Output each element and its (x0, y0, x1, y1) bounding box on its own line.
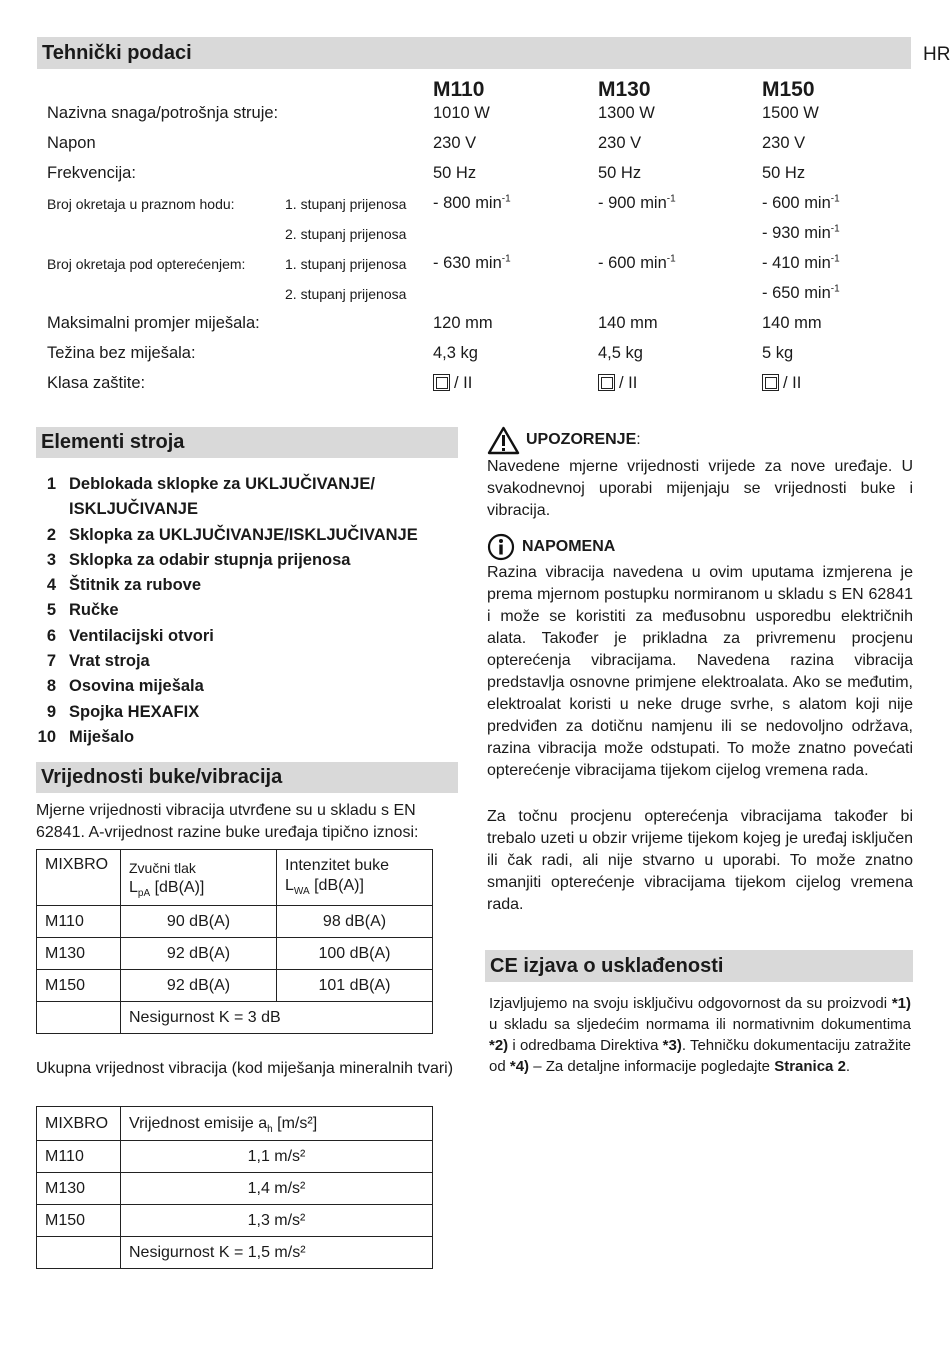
protection-class-icon (433, 374, 450, 391)
note-paragraph-1: Razina vibracija navedena u ovim uputama izmjerena je prema mjernom postupku normiranom u skladu s EN 62841 i može se koristiti za međusobnu usporedbu električnih alata. Također je prikladna za privremenu procjenu opterećenja vibracijama. Navedena razina vibracija predstavlja osnovne primjene elektroalata. Ako se međutim, elektroalat koristi u neke druge svrhe, s alatom koji nije predviđen za dotičnu namjenu ili se nedovoljno održava, razina vibracija može odstupati. To može znatno povećati opterećenje vibracijama tijekom cijelog vremena rada. (487, 564, 913, 779)
spec-value (762, 134, 805, 153)
table-row (37, 850, 433, 906)
table-cell: 92 dB(A) (121, 938, 277, 970)
table-header-cell (121, 1107, 433, 1141)
table-cell: M150 (37, 970, 121, 1002)
ce-heading (485, 950, 913, 982)
spec-value (762, 224, 840, 243)
spec-value-text: - 630 min (433, 254, 502, 272)
ce-text-part: Izjavljujemo na svoju isključivu odgovornost da su proizvodi (489, 995, 892, 1012)
spec-value (762, 284, 840, 303)
list-item (36, 624, 456, 649)
spec-value-text: 140 mm (762, 314, 822, 332)
table-cell: 90 dB(A) (121, 906, 277, 938)
spec-value (433, 254, 511, 273)
spec-value (598, 104, 655, 123)
spec-value-text: 1010 W (433, 104, 490, 122)
table-row (37, 906, 433, 938)
ce-text-part: i odredbama Direktiva (508, 1037, 663, 1054)
spec-value-text: - 410 min (762, 254, 831, 272)
elements-list (36, 472, 456, 750)
item-text: Štitnik za rubove (69, 576, 202, 595)
item-number: 10 (37, 727, 56, 746)
spec-row (47, 284, 877, 314)
spec-value (433, 164, 476, 183)
list-item (36, 523, 456, 548)
spec-value-text: - 600 min (598, 254, 667, 272)
spec-label: Težina bez miješala: (47, 344, 196, 362)
item-number: 5 (46, 601, 56, 620)
unit-superscript: -1 (830, 193, 840, 205)
spec-value (762, 344, 793, 363)
ce-text (489, 993, 911, 1077)
table-cell (37, 1002, 121, 1034)
spec-value (433, 374, 472, 393)
spec-value (598, 134, 641, 153)
table-header-cell: MIXBRO (37, 1107, 121, 1141)
spec-value (433, 314, 493, 333)
spec-value-text: - 650 min (762, 284, 831, 302)
item-text: Spojka HEXAFIX (69, 702, 200, 721)
item-number: 8 (46, 677, 56, 696)
spec-value-text: 50 Hz (598, 164, 642, 182)
unit-superscript: -1 (830, 253, 840, 265)
info-icon (487, 533, 515, 561)
table-cell: 100 dB(A) (277, 938, 433, 970)
table-cell: 92 dB(A) (121, 970, 277, 1002)
spec-row (47, 194, 877, 224)
list-item (36, 649, 456, 674)
vibration-table (36, 1106, 433, 1269)
table-cell: 101 dB(A) (277, 970, 433, 1002)
item-number: 7 (46, 652, 56, 671)
item-text: Deblokada sklopke za UKLJUČIVANJE/ ISKLJUČIVANJE (69, 475, 375, 519)
spec-label: Maksimalni promjer miješala: (47, 314, 260, 332)
spec-value-text: 50 Hz (433, 164, 477, 182)
spec-value-text: 230 V (598, 134, 642, 152)
table-cell: M130 (37, 938, 121, 970)
warning-triangle-icon (487, 426, 520, 455)
spec-sublabel: 2. stupanj prijenosa (285, 226, 407, 242)
table-cell: 98 dB(A) (277, 906, 433, 938)
item-number: 9 (46, 702, 56, 721)
spec-sublabel: 1. stupanj prijenosa (285, 256, 407, 272)
lwa-symbol: L (285, 877, 294, 894)
table-row (37, 1173, 433, 1205)
ce-page-ref: Stranica 2 (774, 1058, 846, 1075)
spec-value (598, 164, 641, 183)
table-cell: 1,1 m/s² (121, 1141, 433, 1173)
table-header-cell: MIXBRO (37, 850, 121, 906)
spec-value-text: / II (783, 374, 802, 392)
table-row (37, 1002, 433, 1034)
noise-title: Vrijednosti buke/vibracija (41, 766, 283, 788)
spec-row (47, 164, 877, 194)
table-cell: M130 (37, 1173, 121, 1205)
lpa-unit: [dB(A)] (150, 879, 205, 896)
spec-value-text: - 900 min (598, 194, 667, 212)
spec-value (433, 344, 478, 363)
warning-heading (487, 424, 641, 456)
noise-table (36, 849, 433, 1034)
spec-label: Napon (47, 134, 96, 152)
spec-value-text: 5 kg (762, 344, 794, 362)
table-cell: 1,4 m/s² (121, 1173, 433, 1205)
table-cell: 1,3 m/s² (121, 1205, 433, 1237)
unit-superscript: -1 (666, 193, 676, 205)
list-item (36, 725, 456, 750)
spec-row (47, 344, 877, 374)
table-header-cell (121, 850, 277, 906)
spec-label: Klasa zaštite: (47, 374, 146, 392)
list-item (36, 548, 456, 573)
table-header-cell (277, 850, 433, 906)
protection-class-icon (762, 374, 779, 391)
spec-value-text: 4,3 kg (433, 344, 478, 362)
unit-superscript: -1 (830, 283, 840, 295)
spec-value (598, 344, 643, 363)
table-footer-cell: Nesigurnost K = 1,5 m/s² (121, 1237, 433, 1269)
ce-text-part: . (845, 1058, 851, 1075)
table-row (37, 1141, 433, 1173)
ce-text-part: . Tehničku dokumentaciju zatražite od (489, 1037, 912, 1075)
emission-subscript: h (267, 1123, 273, 1135)
ce-ref: *1) (891, 995, 911, 1012)
spec-row (47, 374, 877, 404)
item-text: Osovina miješala (69, 677, 204, 696)
spec-value (598, 374, 637, 393)
tech-data-title: Tehnički podaci (42, 41, 192, 64)
lpa-subscript: pA (137, 888, 151, 900)
table-cell: M110 (37, 1141, 121, 1173)
spec-row (47, 134, 877, 164)
note-heading (487, 533, 615, 561)
table-cell (37, 1237, 121, 1269)
spec-label: Frekvencija: (47, 164, 136, 182)
elements-title: Elementi stroja (41, 431, 185, 453)
item-text: Sklopka za UKLJUČIVANJE/ISKLJUČIVANJE (69, 525, 418, 544)
spec-row (47, 254, 877, 284)
lwa-subscript: WA (293, 886, 310, 898)
spec-label: Broj okretaja pod opterećenjem: (47, 256, 246, 272)
spec-row (47, 224, 877, 254)
unit-superscript: -1 (501, 253, 511, 265)
language-code: HR (923, 44, 950, 65)
ce-ref: *3) (662, 1037, 682, 1054)
spec-value (762, 164, 805, 183)
spec-value-text: 1300 W (598, 104, 655, 122)
spec-value-text: / II (619, 374, 638, 392)
item-number: 4 (46, 576, 56, 595)
table-row (37, 1205, 433, 1237)
ce-text-part: – Za detaljne informacije pogledajte (529, 1058, 775, 1075)
spec-value (598, 254, 676, 273)
spec-value-text: 230 V (433, 134, 477, 152)
spec-value-text: 4,5 kg (598, 344, 643, 362)
spec-value (433, 194, 511, 213)
item-text: Ručke (69, 601, 119, 620)
spec-value-text: 140 mm (598, 314, 658, 332)
spec-value (433, 104, 490, 123)
item-number: 2 (46, 525, 56, 544)
tech-data-heading (37, 37, 911, 69)
table-row (37, 938, 433, 970)
warning-colon: : (636, 431, 641, 448)
ce-ref: *2) (489, 1037, 509, 1054)
noise-heading (36, 762, 458, 793)
lpa-symbol: L (129, 879, 138, 896)
spec-value (762, 104, 819, 123)
spec-value-text: 120 mm (433, 314, 493, 332)
item-text: Miješalo (69, 727, 135, 746)
item-text: Sklopka za odabir stupnja prijenosa (69, 550, 351, 569)
spec-value (433, 134, 476, 153)
note-paragraph-2: Za točnu procjenu opterećenja vibracijama također bi trebalo uzeti u obzir vrijeme tijekom kojeg je uređaj isključen ili čak radi, ali nije stvarno u uporabi. To može znatno smanjiti opterećenje vibracijama tijekom cijelog vremena rada. (487, 808, 913, 913)
item-text: Vrat stroja (69, 652, 150, 671)
noise-intro: Mjerne vrijednosti vibracija utvrđene su u skladu s EN 62841. A-vrijednost razine buke uređaja tipično iznosi: (36, 802, 419, 841)
spec-value-text: 230 V (762, 134, 806, 152)
emission-unit: [m/s²] (272, 1114, 318, 1132)
model-header: M150 (762, 78, 815, 101)
list-item (36, 674, 456, 699)
spec-value (762, 374, 801, 393)
unit-superscript: -1 (830, 223, 840, 235)
spec-value (598, 314, 658, 333)
model-header: M130 (598, 78, 651, 101)
model-header: M110 (433, 78, 485, 101)
table-cell: M150 (37, 1205, 121, 1237)
note-title: NAPOMENA (522, 538, 616, 555)
ce-ref: *4) (509, 1058, 530, 1075)
table-row (37, 970, 433, 1002)
spec-value-text: - 600 min (762, 194, 831, 212)
protection-class-icon (598, 374, 615, 391)
spec-sublabel: 1. stupanj prijenosa (285, 196, 407, 212)
list-item (36, 598, 456, 623)
spec-value (762, 194, 840, 213)
elements-heading (36, 427, 458, 458)
unit-superscript: -1 (501, 193, 511, 205)
unit-superscript: -1 (666, 253, 676, 265)
item-number: 6 (46, 626, 56, 645)
spec-value (762, 314, 822, 333)
sound-intensity-label: Intenzitet buke (285, 857, 390, 874)
spec-row (47, 104, 877, 134)
warning-text: Navedene mjerne vrijednosti vrijede za nove uređaje. U svakodnevnoj uporabi mijenjaju se vrijednosti buke i vibracija. (487, 458, 913, 519)
lwa-unit: [dB(A)] (309, 877, 364, 894)
emission-label: Vrijednost emisije a (129, 1114, 268, 1132)
spec-header-row (47, 78, 877, 104)
ce-text-part: u skladu sa sljedećim normama ili normativnim dokumentima (489, 1016, 911, 1033)
vibration-intro: Ukupna vrijednost vibracija (kod miješanja mineralnih tvari) (36, 1060, 454, 1077)
spec-label: Nazivna snaga/potrošnja struje: (47, 104, 279, 122)
item-text: Ventilacijski otvori (69, 626, 214, 645)
spec-table (47, 78, 877, 404)
spec-value-text: / II (454, 374, 473, 392)
spec-value (762, 254, 840, 273)
table-footer-cell: Nesigurnost K = 3 dB (121, 1002, 433, 1034)
table-row (37, 1237, 433, 1269)
sound-pressure-label: Zvučni tlak (129, 860, 196, 876)
ce-title: CE izjava o usklađenosti (490, 954, 724, 977)
table-row (37, 1107, 433, 1141)
list-item (36, 573, 456, 598)
spec-value (598, 194, 676, 213)
spec-label: Broj okretaja u praznom hodu: (47, 196, 235, 212)
table-cell: M110 (37, 906, 121, 938)
spec-value-text: 50 Hz (762, 164, 806, 182)
spec-sublabel: 2. stupanj prijenosa (285, 286, 407, 302)
item-number: 3 (46, 550, 56, 569)
list-item (36, 472, 456, 523)
spec-value-text: - 930 min (762, 224, 831, 242)
item-number: 1 (46, 475, 56, 493)
spec-value-text: - 800 min (433, 194, 502, 212)
list-item (36, 700, 456, 725)
spec-row (47, 314, 877, 344)
spec-value-text: 1500 W (762, 104, 819, 122)
warning-title: UPOZORENJE (526, 431, 637, 448)
